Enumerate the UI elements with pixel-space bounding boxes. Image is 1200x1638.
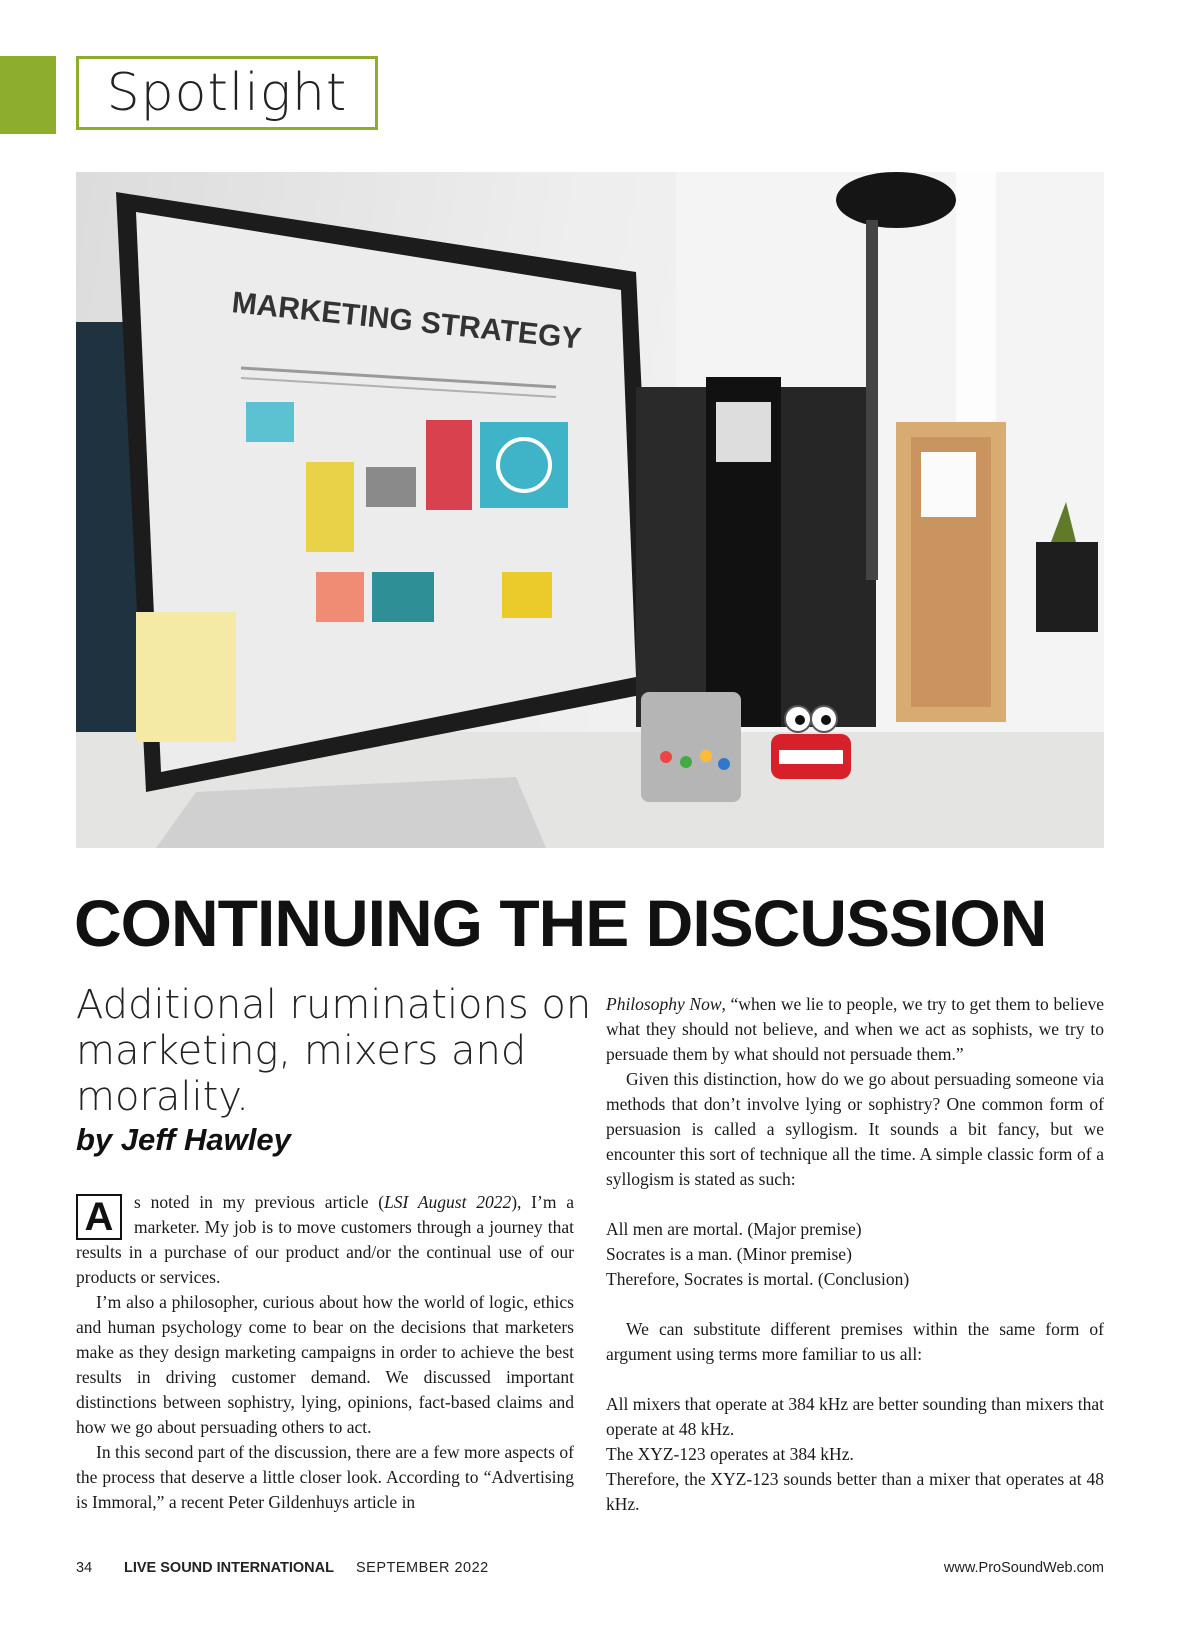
paragraph-6: We can substitute different premises within the same form of argument using terms more familiar to us all: <box>606 1319 1104 1364</box>
paragraph-2: I’m also a philosopher, curious about how the world of logic, ethics and human psychology come to bear on the decisions that marketers make as they design marketing campaigns in order to achieve the best results in driving customer demand. We discussed important distinctions between sophistry, lying, opinions, fact-based claims and how we go about persuading others to act. <box>76 1292 574 1437</box>
article-byline: by Jeff Hawley <box>76 1122 291 1157</box>
article-column-left <box>76 1190 574 1515</box>
syllogism-line: Therefore, Socrates is mortal. (Conclusion) <box>606 1269 910 1289</box>
syllogism-line: All men are mortal. (Major premise) <box>606 1219 862 1239</box>
syllogism-line: Socrates is a man. (Minor premise) <box>606 1244 852 1264</box>
section-label: Spotlight <box>76 56 378 130</box>
issue-date: SEPTEMBER 2022 <box>356 1560 489 1576</box>
article-title: CONTINUING THE DISCUSSION <box>74 886 1047 960</box>
hero-photo <box>76 172 1104 848</box>
screen-title: MARKETING STRATEGY <box>230 286 583 356</box>
paragraph-5: Given this distinction, how do we go about persuading someone via methods that don’t involve lying or sophistry? One common form of persuasion is called a syllogism. It sounds a bit fancy, but we encounter this sort of technique all the time. A simple classic form of a syllogism is stated as such: <box>606 1069 1104 1189</box>
magazine-reference: LSI August 2022 <box>384 1192 512 1212</box>
syllogism-line: Therefore, the XYZ-123 sounds better than a mixer that operates at 48 kHz. <box>606 1469 1104 1514</box>
article-column-right <box>606 992 1104 1517</box>
paragraph-1: A s noted in my previous article (LSI August 2022), I’m a marketer. My job is to move customers through a journey that results in a purchase of our product and/or the continual use of our products or services. <box>76 1192 574 1287</box>
page-footer <box>76 1560 1104 1580</box>
publication-reference: Philosophy Now <box>606 994 722 1014</box>
website-url: www.ProSoundWeb.com <box>943 1560 1104 1576</box>
syllogism-line: The XYZ-123 operates at 384 kHz. <box>606 1444 854 1464</box>
article-deck: Additional ruminations on marketing, mixers and morality. <box>76 982 592 1120</box>
drop-cap: A <box>76 1194 122 1240</box>
publication-name: LIVE SOUND INTERNATIONAL <box>124 1560 334 1576</box>
syllogism-line: All mixers that operate at 384 kHz are better sounding than mixers that operate at 48 kHz. <box>606 1394 1104 1439</box>
paragraph-4: Philosophy Now, “when we lie to people, we try to get them to believe what they should not believe, and when we act as sophists, we try to persuade them by what should not persuade them.” <box>606 994 1104 1064</box>
page-number: 34 <box>76 1560 93 1576</box>
paragraph-3: In this second part of the discussion, there are a few more aspects of the process that deserve a little closer look. According to “Advertising is Immoral,” a recent Peter Gildenhuys article in <box>76 1442 574 1512</box>
section-color-tab <box>0 56 56 134</box>
